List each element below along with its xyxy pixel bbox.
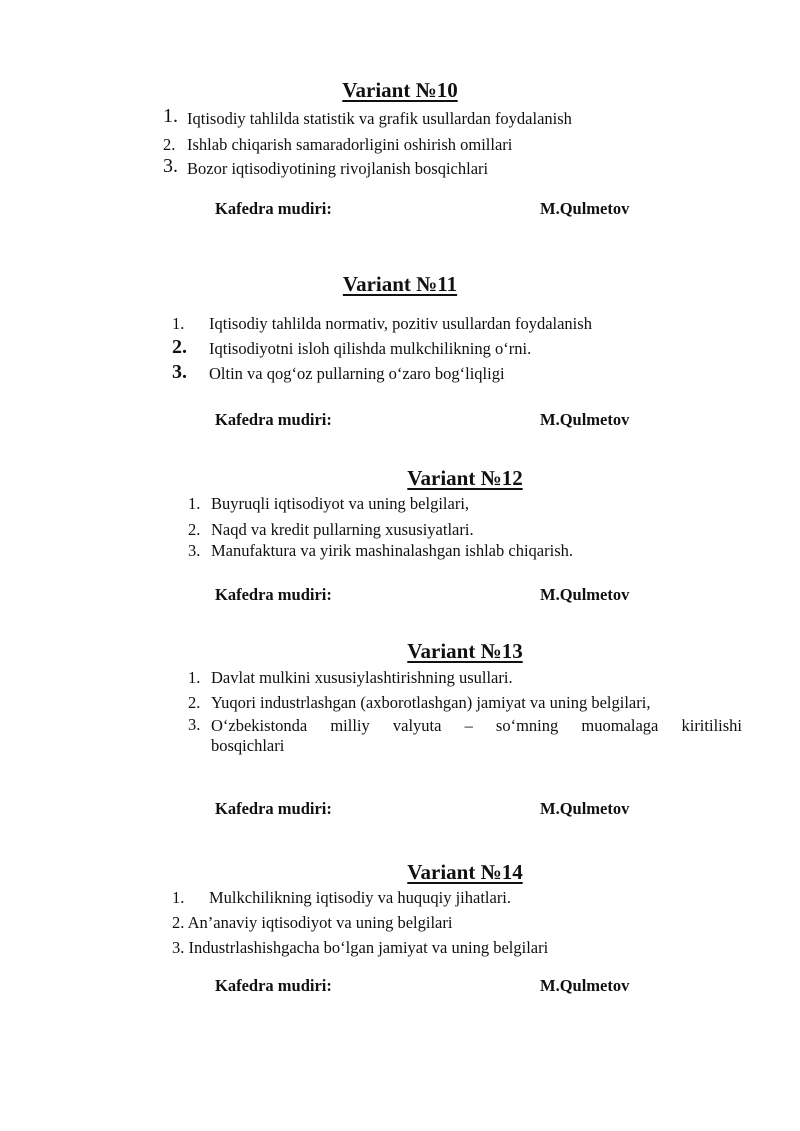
item-number: 2.: [172, 336, 187, 358]
item-text: Iqtisodiy tahlilda statistik va grafik usullardan foydalanish: [187, 109, 572, 128]
item-text: Naqd va kredit pullarning xususiyatlari.: [211, 520, 474, 539]
item-number: 2.: [188, 520, 201, 539]
variant-11-title: Variant №11: [342, 272, 458, 296]
item-text: Davlat mulkini xususiylashtirishning usullari.: [211, 668, 513, 687]
item-number: 1.: [188, 668, 201, 687]
item-number: 1.: [163, 105, 178, 127]
variant-12-title: Variant №12: [407, 466, 523, 490]
item-number: 2.: [163, 135, 176, 154]
item-text: Yuqori industrlashgan (axborotlashgan) jamiyat va uning belgilari,: [211, 693, 651, 712]
item-text: Iqtisodiyotni isloh qilishda mulkchilikning o‘rni.: [209, 339, 532, 358]
variant-13-title: Variant №13: [407, 639, 523, 663]
item-text: Mulkchilikning iqtisodiy va huquqiy jihatlari.: [209, 888, 512, 907]
signature-label: Kafedra mudiri:: [215, 410, 332, 429]
variant-13-item-3-text: O‘zbekistonda milliy valyuta – so‘mning muomalaga kiritilishi: [211, 716, 742, 735]
item-text: 3. Industrlashishgacha bo‘lgan jamiyat va uning belgilari: [172, 938, 549, 957]
item-text: Iqtisodiy tahlilda normativ, pozitiv usullardan foydalanish: [209, 314, 592, 333]
signature-label: Kafedra mudiri:: [215, 799, 332, 818]
signature-name: M.Qulmetov: [540, 199, 630, 218]
item-number: 2.: [188, 693, 201, 712]
signature-label: Kafedra mudiri:: [215, 976, 332, 995]
item-number: 1.: [172, 888, 185, 907]
signature-name: M.Qulmetov: [540, 585, 630, 604]
item-number: 1.: [188, 494, 201, 513]
signature-name: M.Qulmetov: [540, 410, 630, 429]
item-text: Oltin va qog‘oz pullarning o‘zaro bog‘liqligi: [209, 364, 505, 383]
item-text: Ishlab chiqarish samaradorligini oshirish omillari: [187, 135, 513, 154]
signature-name: M.Qulmetov: [540, 976, 630, 995]
item-text: Manufaktura va yirik mashinalashgan ishlab chiqarish.: [211, 541, 573, 560]
variant-10-title: Variant №10: [342, 78, 458, 102]
item-number: 1.: [172, 314, 185, 333]
variant-13-item-3-continuation: bosqichlari: [211, 736, 285, 755]
item-number: 3.: [163, 155, 178, 177]
signature-label: Kafedra mudiri:: [215, 199, 332, 218]
item-number: 3.: [188, 715, 201, 734]
signature-name: M.Qulmetov: [540, 799, 630, 818]
variant-14-title: Variant №14: [407, 860, 523, 884]
item-text: Bozor iqtisodiyotining rivojlanish bosqichlari: [187, 159, 489, 178]
item-number: 3.: [188, 541, 201, 560]
item-text: Buyruqli iqtisodiyot va uning belgilari,: [211, 494, 470, 513]
signature-label: Kafedra mudiri:: [215, 585, 332, 604]
item-number: 3.: [172, 361, 187, 383]
item-text: 2. An’anaviy iqtisodiyot va uning belgilari: [172, 913, 453, 932]
